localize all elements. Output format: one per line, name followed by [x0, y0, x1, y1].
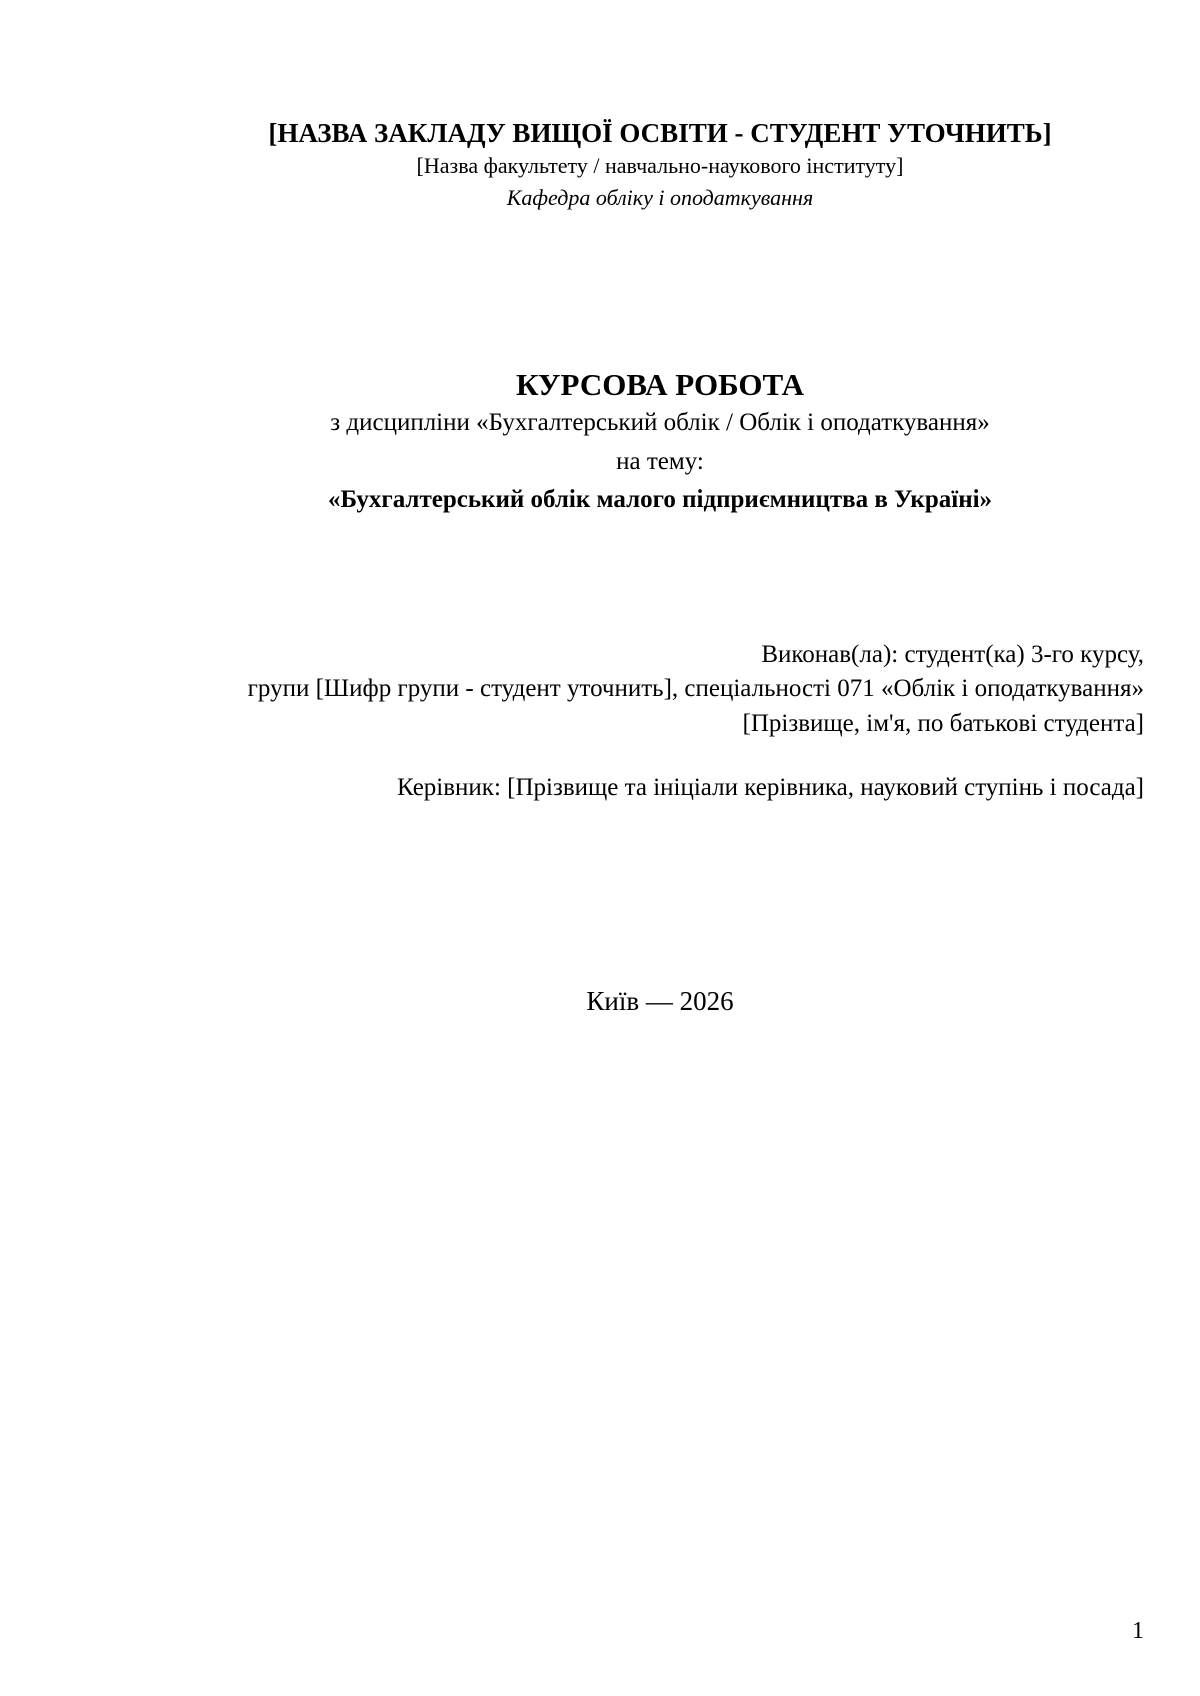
student-name: [Прізвище, ім'я, по батькові студента]	[742, 710, 1144, 737]
supervisor-line: Керівник: [Прізвище та ініціали керівника, науковий ступінь і посада]	[396, 774, 1144, 801]
group-specialty-line: групи [Шифр групи - студент уточнить], спеціальності 071 «Облік і оподаткування»	[247, 675, 1144, 702]
department-name: Кафедра обліку і оподаткування	[506, 185, 814, 210]
executor-line: Виконав(ла): студент(ка) 3-го курсу,	[761, 641, 1144, 668]
page-number: 1	[1132, 1618, 1144, 1644]
work-topic: «Бухгалтерський облік малого підприємництва в Україні»	[327, 486, 993, 513]
on-topic-label: на тему:	[616, 448, 704, 475]
faculty-name: [Назва факультету / навчально-наукового інституту]	[416, 153, 904, 178]
discipline-line: з дисципліни «Бухгалтерський облік / Облік і оподаткування»	[330, 409, 990, 436]
document-type-title: КУРСОВА РОБОТА	[515, 367, 805, 402]
institution-name: [НАЗВА ЗАКЛАДУ ВИЩОЇ ОСВІТИ - СТУДЕНТ УТОЧНИТЬ]	[268, 118, 1052, 148]
city-year: Київ — 2026	[586, 986, 734, 1016]
